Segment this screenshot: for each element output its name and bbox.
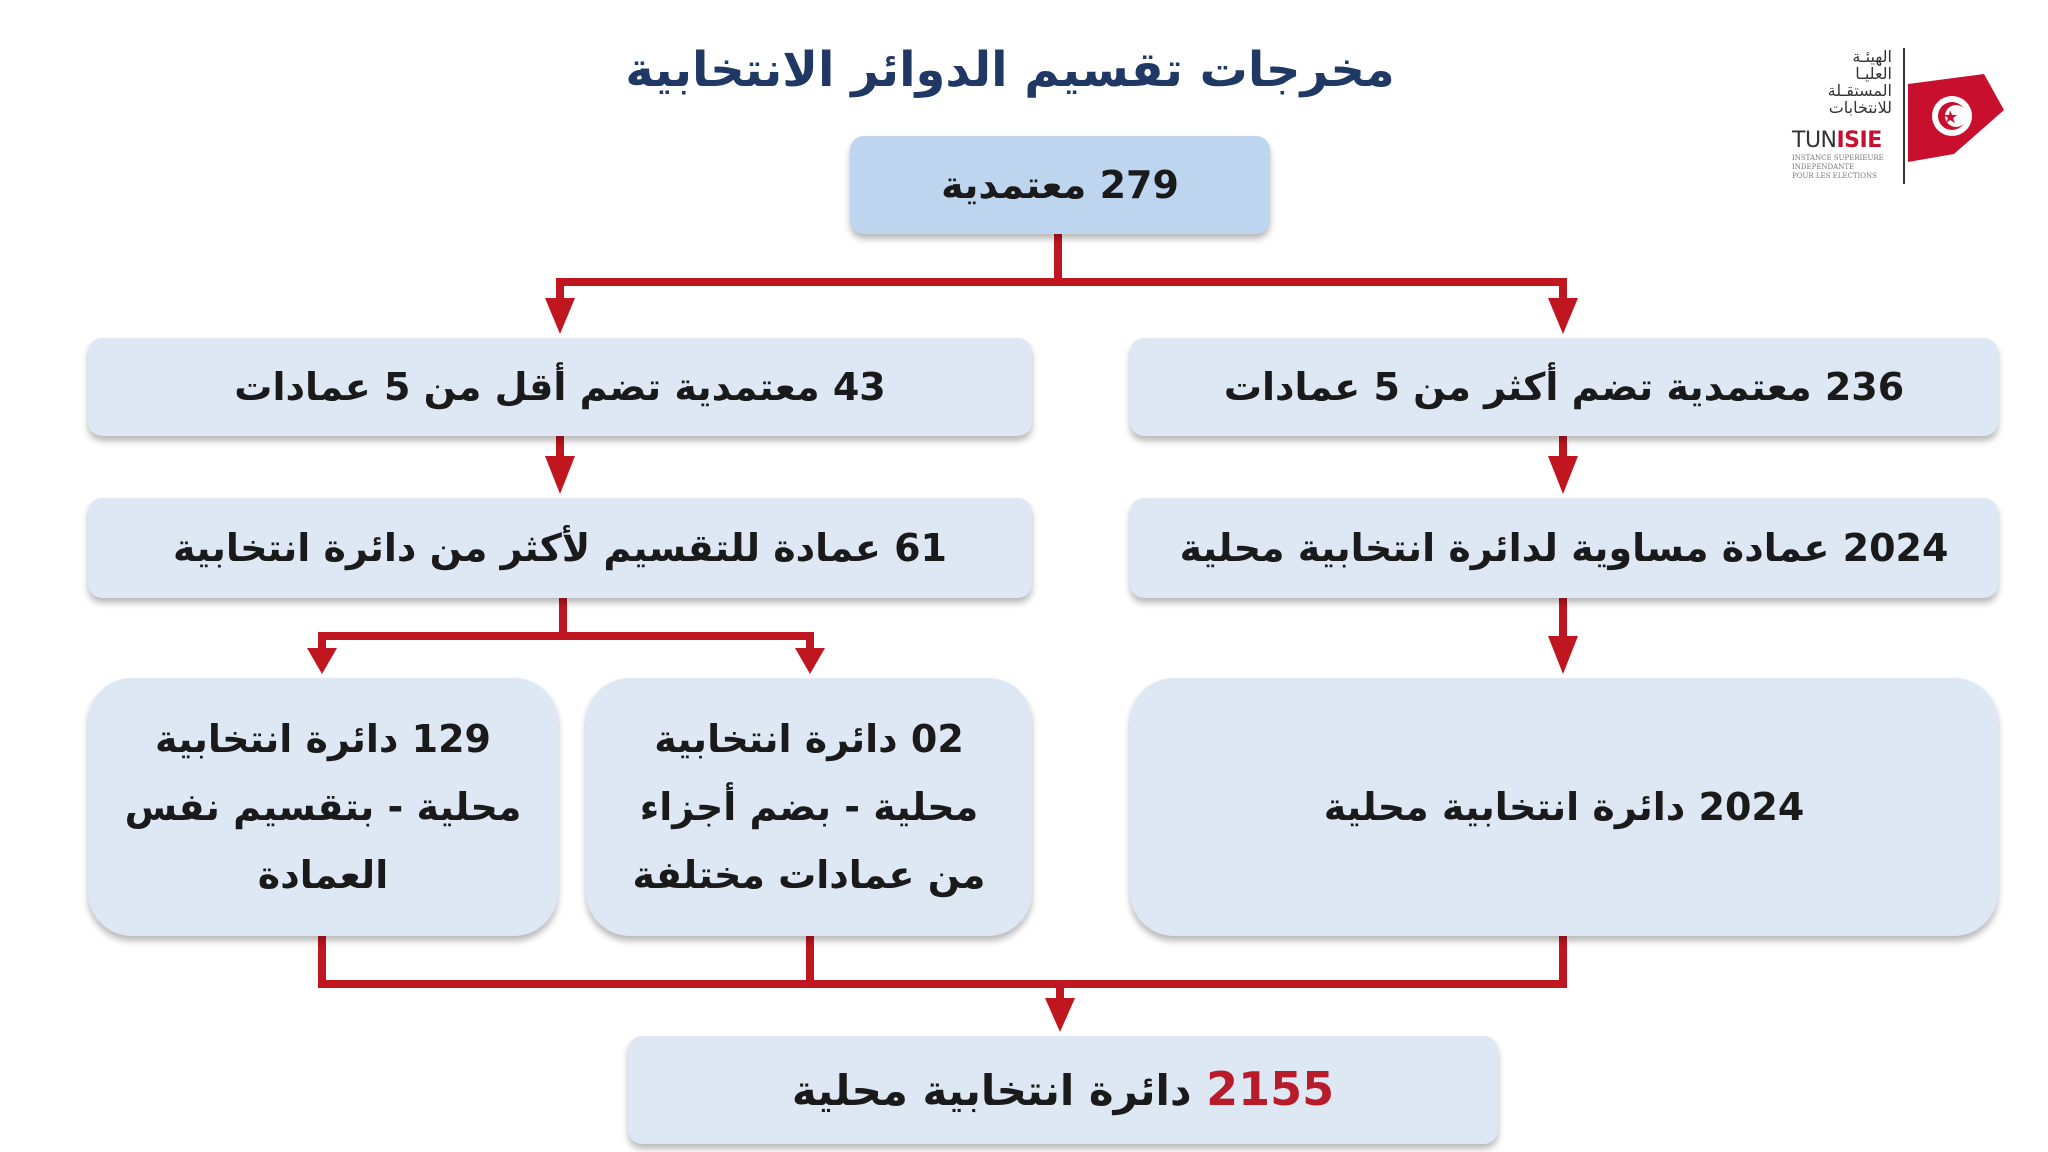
node-label: 2024 عمادة مساوية لدائرة انتخابية محلية [1179,526,1949,570]
logo-arabic-line: الهيئـة [1852,47,1892,66]
node-imadas-equal-local [1130,498,1998,598]
connector-bottom [322,936,1563,1000]
arrowhead [545,298,575,334]
node-delegations-less-than-5 [88,338,1032,436]
total-text: دائرة انتخابية محلية [791,1066,1192,1115]
connector-left-l3 [322,598,810,650]
arrowhead [1548,298,1578,334]
logo-latin-prefix: TUN [1792,128,1837,153]
logo-arabic-line: للانتخابات [1828,98,1892,117]
node-label-line: العمادة [257,853,389,897]
connector-top [560,232,1563,300]
logo-small-line: INDEPENDANTE [1792,163,1855,171]
node-label-line: محلية - بتقسيم نفس [124,785,522,829]
arrowhead [1548,636,1578,674]
node-delegations-more-than-5 [1130,338,1998,436]
node-02-circuits [586,678,1032,936]
node-label: 279 معتمدية [941,163,1179,207]
logo-small-line: INSTANCE SUPERIEURE [1792,154,1884,162]
node-label-line: من عمادات مختلفة [632,853,986,897]
node-total-circuits [628,1036,1498,1144]
arrowhead [545,456,575,494]
total-label [792,1055,1334,1125]
node-total-delegations [850,136,1270,234]
logo-small-line: POUR LES ELECTIONS [1792,172,1877,180]
node-129-circuits [88,678,558,936]
node-imadas-split [88,498,1032,598]
node-label-line: محلية - بضم أجزاء [639,785,979,829]
node-label: 236 معتمدية تضم أكثر من 5 عمادات [1223,365,1905,409]
node-2024-circuits [1130,678,1998,936]
node-label-line: 02 دائرة انتخابية [654,717,964,761]
logo-arabic-line: العليـا [1855,64,1892,83]
page-title: مخرجات تقسيم الدوائر الانتخابية [625,42,1395,98]
node-label: 2024 دائرة انتخابية محلية [1323,785,1805,829]
node-label: 43 معتمدية تضم أقل من 5 عمادات [234,365,886,409]
logo-arabic-line: المستقـلة [1827,81,1892,100]
arrowhead [1045,998,1075,1032]
arrowhead [795,648,825,674]
total-number: 2155 [1206,1062,1335,1116]
node-label-line: 129 دائرة انتخابية [155,717,491,761]
node-label: 61 عمادة للتقسيم لأكثر من دائرة انتخابية [173,526,947,570]
logo-latin-brand: ISIE [1836,128,1882,153]
arrowhead [1548,456,1578,494]
arrowhead [307,648,337,674]
